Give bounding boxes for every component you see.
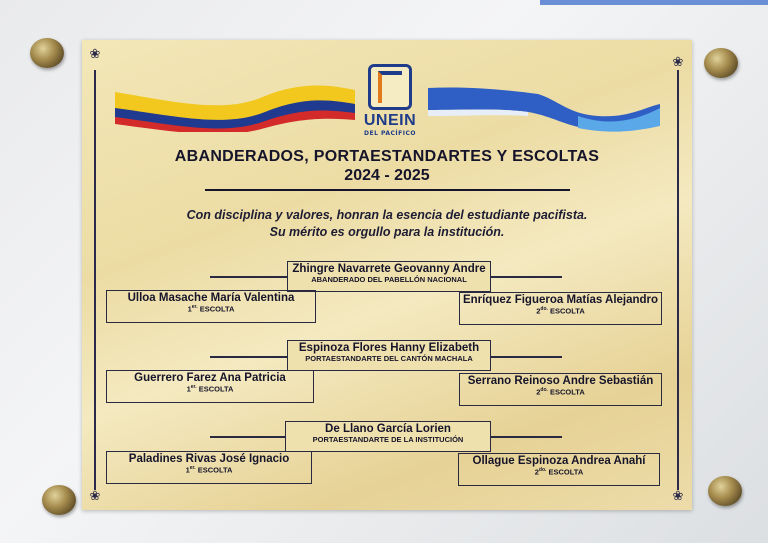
lotus-ornament-icon: ❀ xyxy=(672,55,684,70)
escort-name: Enríquez Figueroa Matías Alejandro xyxy=(462,294,659,306)
logo-name: UNEIN xyxy=(363,112,417,129)
wall-blue-strip xyxy=(540,0,768,5)
ecuador-flag-ribbon xyxy=(115,84,360,132)
lotus-ornament-icon: ❀ xyxy=(89,47,101,62)
escort-role: $1^{er.}$ ESCOLTA xyxy=(187,304,235,314)
motto-line-2: Su mérito es orgullo para la institución. xyxy=(269,225,505,239)
escort-box xyxy=(106,290,316,323)
leader-box xyxy=(287,340,491,371)
frame-right-line xyxy=(677,70,679,490)
screw-icon xyxy=(30,38,64,68)
leader-role: PORTAESTANDARTE DE LA INSTITUCIÓN xyxy=(312,435,464,444)
escort-role: $1^{er.}$ ESCOLTA xyxy=(185,465,233,475)
escort-name: Guerrero Farez Ana Patricia xyxy=(134,372,286,384)
lotus-ornament-icon: ❀ xyxy=(89,489,101,504)
escort-role: $2^{do.}$ ESCOLTA xyxy=(536,387,585,397)
escort-box xyxy=(458,453,660,486)
escort-box xyxy=(106,370,314,403)
motto-line-1: Con disciplina y valores, honran la esencia del estudiante pacifista. xyxy=(186,208,588,222)
escort-name: Serrano Reinoso Andre Sebastián xyxy=(467,375,654,387)
screw-icon xyxy=(42,485,76,515)
escort-role: $2^{do.}$ ESCOLTA xyxy=(536,306,585,316)
leader-role: ABANDERADO DEL PABELLÓN NACIONAL xyxy=(311,275,467,284)
screw-icon xyxy=(708,476,742,506)
leader-name: Espinoza Flores Hanny Elizabeth xyxy=(298,342,480,354)
unein-logo xyxy=(354,64,426,137)
plaque-year: 2024 - 2025 xyxy=(344,167,430,184)
escort-box xyxy=(459,373,662,406)
unein-logo-mark-icon xyxy=(368,64,412,110)
escort-name: Ollague Espinoza Andrea Anahí xyxy=(472,455,646,467)
leader-role: PORTAESTANDARTE DEL CANTÓN MACHALA xyxy=(305,354,473,363)
escort-name: Paladines Rivas José Ignacio xyxy=(128,453,290,465)
leader-box xyxy=(285,421,491,452)
escort-box xyxy=(459,292,662,325)
escort-box xyxy=(106,451,312,484)
plaque-title: ABANDERADOS, PORTAESTANDARTES Y ESCOLTAS xyxy=(174,148,600,165)
screw-icon xyxy=(704,48,738,78)
machala-flag-ribbon xyxy=(428,86,663,136)
escort-role: $2^{do.}$ ESCOLTA xyxy=(534,467,584,477)
escort-role: $1^{er.}$ ESCOLTA xyxy=(186,384,234,394)
title-rule xyxy=(205,189,570,191)
lotus-ornament-icon: ❀ xyxy=(672,489,684,504)
escort-name: Ulloa Masache María Valentina xyxy=(127,292,295,304)
leader-box xyxy=(287,261,491,292)
leader-name: De Llano García Lorien xyxy=(325,423,451,435)
frame-left-line xyxy=(94,70,96,490)
leader-name: Zhingre Navarrete Geovanny Andre xyxy=(292,263,486,275)
logo-subtitle: DEL PACÍFICO xyxy=(364,130,416,137)
